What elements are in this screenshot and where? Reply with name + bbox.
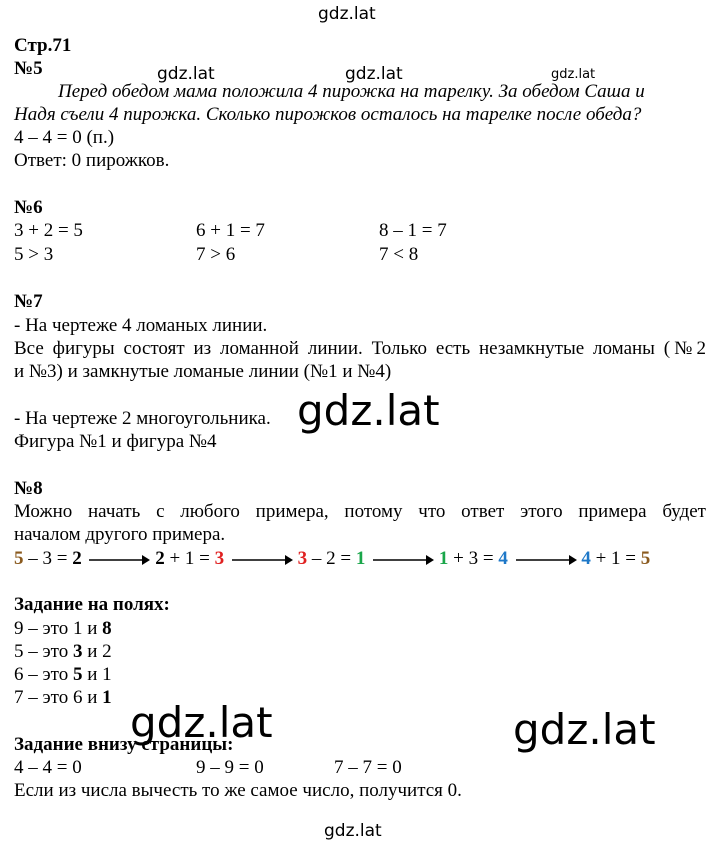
arrow-right-icon: [370, 554, 434, 566]
arrow-right-icon: [86, 554, 150, 566]
margin-task-row: 5 – это 3 и 2: [14, 641, 112, 662]
arrow-right-icon: [513, 554, 577, 566]
watermark: gdz.lat: [157, 64, 215, 84]
task-6-expression: 6 + 1 = 7: [196, 220, 265, 241]
task-8-line: Можно начать с любого примера, потому что ответ этого примера будет: [14, 501, 706, 522]
task-5-solution: 4 – 4 = 0 (п.): [14, 127, 115, 148]
task-6-expression: 8 – 1 = 7: [379, 220, 447, 241]
task-6-comparison: 7 > 6: [196, 244, 236, 265]
watermark: gdz.lat: [324, 821, 382, 841]
task-8-number: №8: [14, 478, 43, 499]
task-7-line: - На чертеже 4 ломаных линии.: [14, 315, 268, 336]
arrow-right-icon: [229, 554, 293, 566]
task-6-number: №6: [14, 197, 43, 218]
bottom-task-equation: 9 – 9 = 0: [196, 757, 264, 778]
task-5-problem-line-2: Надя съели 4 пирожка. Сколько пирожков осталось на тарелке после обеда?: [14, 104, 642, 125]
bottom-task-title: Задание внизу страницы:: [14, 734, 234, 755]
chain-step-1: 5 – 3 = 2: [14, 548, 82, 569]
margin-task-title: Задание на полях:: [14, 594, 170, 615]
bottom-task-conclusion: Если из числа вычесть то же самое число, получится 0.: [14, 780, 462, 801]
task-5-answer: Ответ: 0 пирожков.: [14, 150, 170, 171]
watermark: gdz.lat: [318, 4, 376, 24]
task-7-line: - На чертеже 2 многоугольника.: [14, 408, 271, 429]
watermark: gdz.lat: [345, 64, 403, 84]
bottom-task-equation: 7 – 7 = 0: [334, 757, 402, 778]
task-8-chain: [14, 548, 650, 570]
watermark: gdz.lat: [130, 698, 273, 747]
page-number: Стр.71: [14, 35, 72, 56]
task-7-line: Фигура №1 и фигура №4: [14, 431, 217, 452]
watermark: gdz.lat: [297, 386, 440, 435]
margin-task-row: 6 – это 5 и 1: [14, 664, 112, 685]
task-7-line: и №3) и замкнутые ломаные линии (№1 и №4): [14, 361, 392, 382]
watermark: gdz.lat: [513, 705, 656, 754]
watermark: gdz.lat: [551, 67, 596, 82]
margin-task-row: 7 – это 6 и 1: [14, 687, 112, 708]
chain-step-4: 1 + 3 = 4: [438, 548, 508, 569]
task-7-number: №7: [14, 291, 43, 312]
task-6-comparison: 7 < 8: [379, 244, 419, 265]
task-8-line: началом другого примера.: [14, 524, 226, 545]
chain-step-2: 2 + 1 = 3: [155, 548, 225, 569]
task-6-expression: 3 + 2 = 5: [14, 220, 83, 241]
task-5-problem-line-1: Перед обедом мама положила 4 пирожка на тарелку. За обедом Саша и: [58, 81, 645, 102]
task-7-line: Все фигуры состоят из ломанной линии. Только есть незамкнутые ломаны (№2: [14, 338, 706, 359]
task-5-number: №5: [14, 58, 43, 79]
task-6-comparison: 5 > 3: [14, 244, 54, 265]
chain-step-5: 4 + 1 = 5: [581, 548, 651, 569]
bottom-task-equation: 4 – 4 = 0: [14, 757, 82, 778]
chain-step-3: 3 – 2 = 1: [297, 548, 366, 569]
margin-task-row: 9 – это 1 и 8: [14, 618, 112, 639]
